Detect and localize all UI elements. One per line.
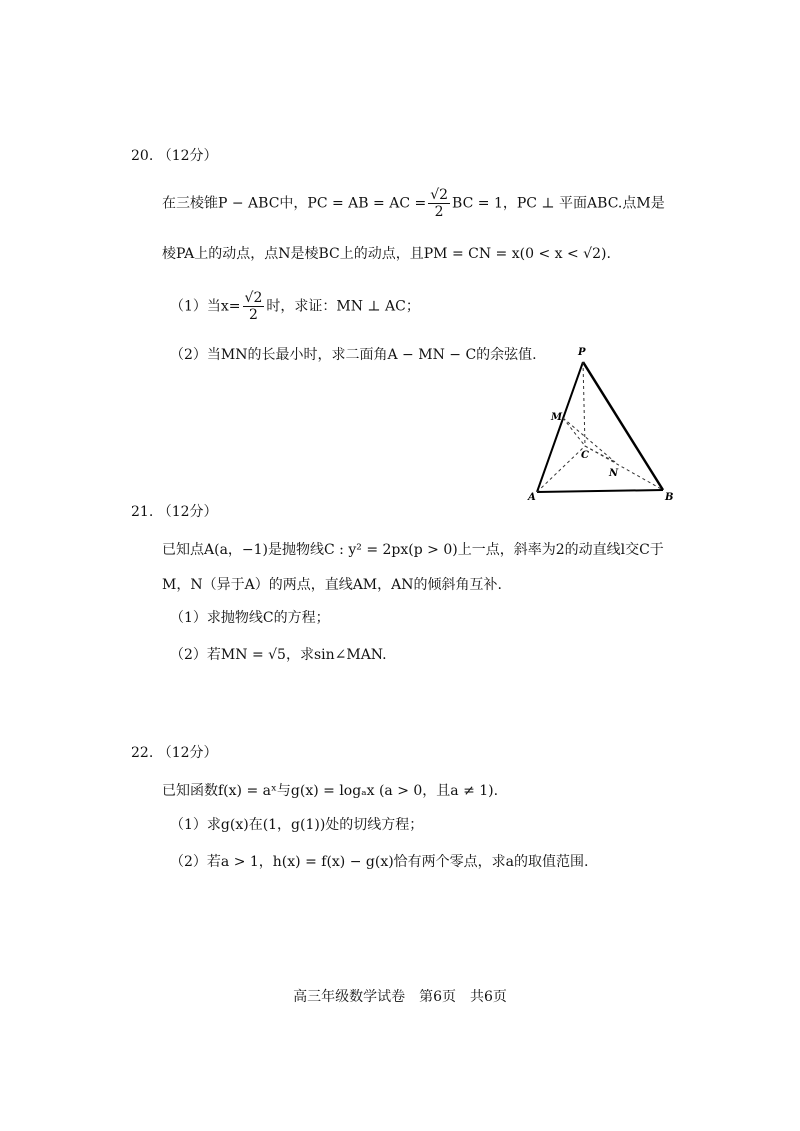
- segment-CN: [585, 446, 615, 462]
- q21-line1: 已知点A(a，−1)是抛物线C : y² = 2px(p > 0)上一点，斜率为2的动直线l交C于: [162, 542, 664, 558]
- q20-part2: （2）当MN的长最小时，求二面角A − MN − C的余弦值.: [170, 347, 537, 363]
- label-C: C: [581, 450, 589, 461]
- q22-part2: （2）若a > 1，h(x) = f(x) − g(x)恰有两个零点，求a的取值范围.: [170, 854, 589, 870]
- q20-fraction-denominator: 2: [434, 204, 444, 220]
- q20-fraction-numerator: √2: [430, 187, 449, 203]
- page-footer: 高三年级数学试卷 第6页 共6页: [293, 989, 507, 1005]
- q20-part1-fraction: [243, 291, 265, 322]
- edge-AB: [537, 490, 663, 492]
- q20-line1-b: BC = 1，PC ⊥ 平面ABC.点M是: [452, 195, 665, 212]
- q22-part1: （1）求g(x)在(1，g(1))处的切线方程；: [170, 817, 424, 833]
- label-N: N: [609, 468, 619, 479]
- q21-number: 21.: [131, 504, 154, 520]
- q20-part1-fraction-denominator: 2: [249, 307, 258, 323]
- q20-points: （12分）: [157, 148, 218, 164]
- label-P: P: [578, 347, 586, 358]
- q20-line1: [162, 188, 665, 219]
- q22-header: [131, 743, 218, 763]
- edge-PB: [583, 362, 663, 490]
- q20-header: [131, 146, 218, 166]
- q22-points: （12分）: [157, 745, 218, 761]
- q21-line2: M，N（异于A）的两点，直线AM，AN的倾斜角互补.: [162, 577, 502, 593]
- label-A: A: [528, 492, 536, 503]
- label-B: B: [665, 492, 674, 503]
- q22-line1: 已知函数f(x) = aˣ与g(x) = logₐx (a > 0，且a ≠ 1).: [162, 783, 499, 799]
- q20-part1-a: （1）当x=: [170, 298, 241, 315]
- label-M: M: [551, 412, 563, 423]
- q21-part2: （2）若MN = √5，求sin∠MAN.: [170, 647, 387, 663]
- q20-number: 20.: [131, 148, 154, 164]
- segment-MN: [563, 418, 615, 462]
- edge-PA: [537, 362, 583, 492]
- q21-points: （12分）: [157, 504, 218, 520]
- edge-PC: [583, 362, 585, 446]
- q20-fraction: [428, 188, 450, 219]
- q20-line1-a: 在三棱锥P − ABC中，PC = AB = AC =: [162, 195, 427, 212]
- pyramid-figure: [515, 340, 695, 510]
- q21-part1: （1）求抛物线C的方程；: [170, 610, 330, 626]
- q20-part1: [170, 291, 420, 322]
- q20-part1-fraction-numerator: √2: [244, 290, 263, 306]
- q20-line2: 棱PA上的动点，点N是棱BC上的动点，且PM = CN = x(0 < x < √2).: [162, 246, 611, 262]
- q20-part1-b: 时，求证：MN ⊥ AC；: [266, 298, 420, 315]
- q21-header: [131, 502, 218, 522]
- segment-MC: [563, 418, 585, 446]
- q22-number: 22.: [131, 745, 154, 761]
